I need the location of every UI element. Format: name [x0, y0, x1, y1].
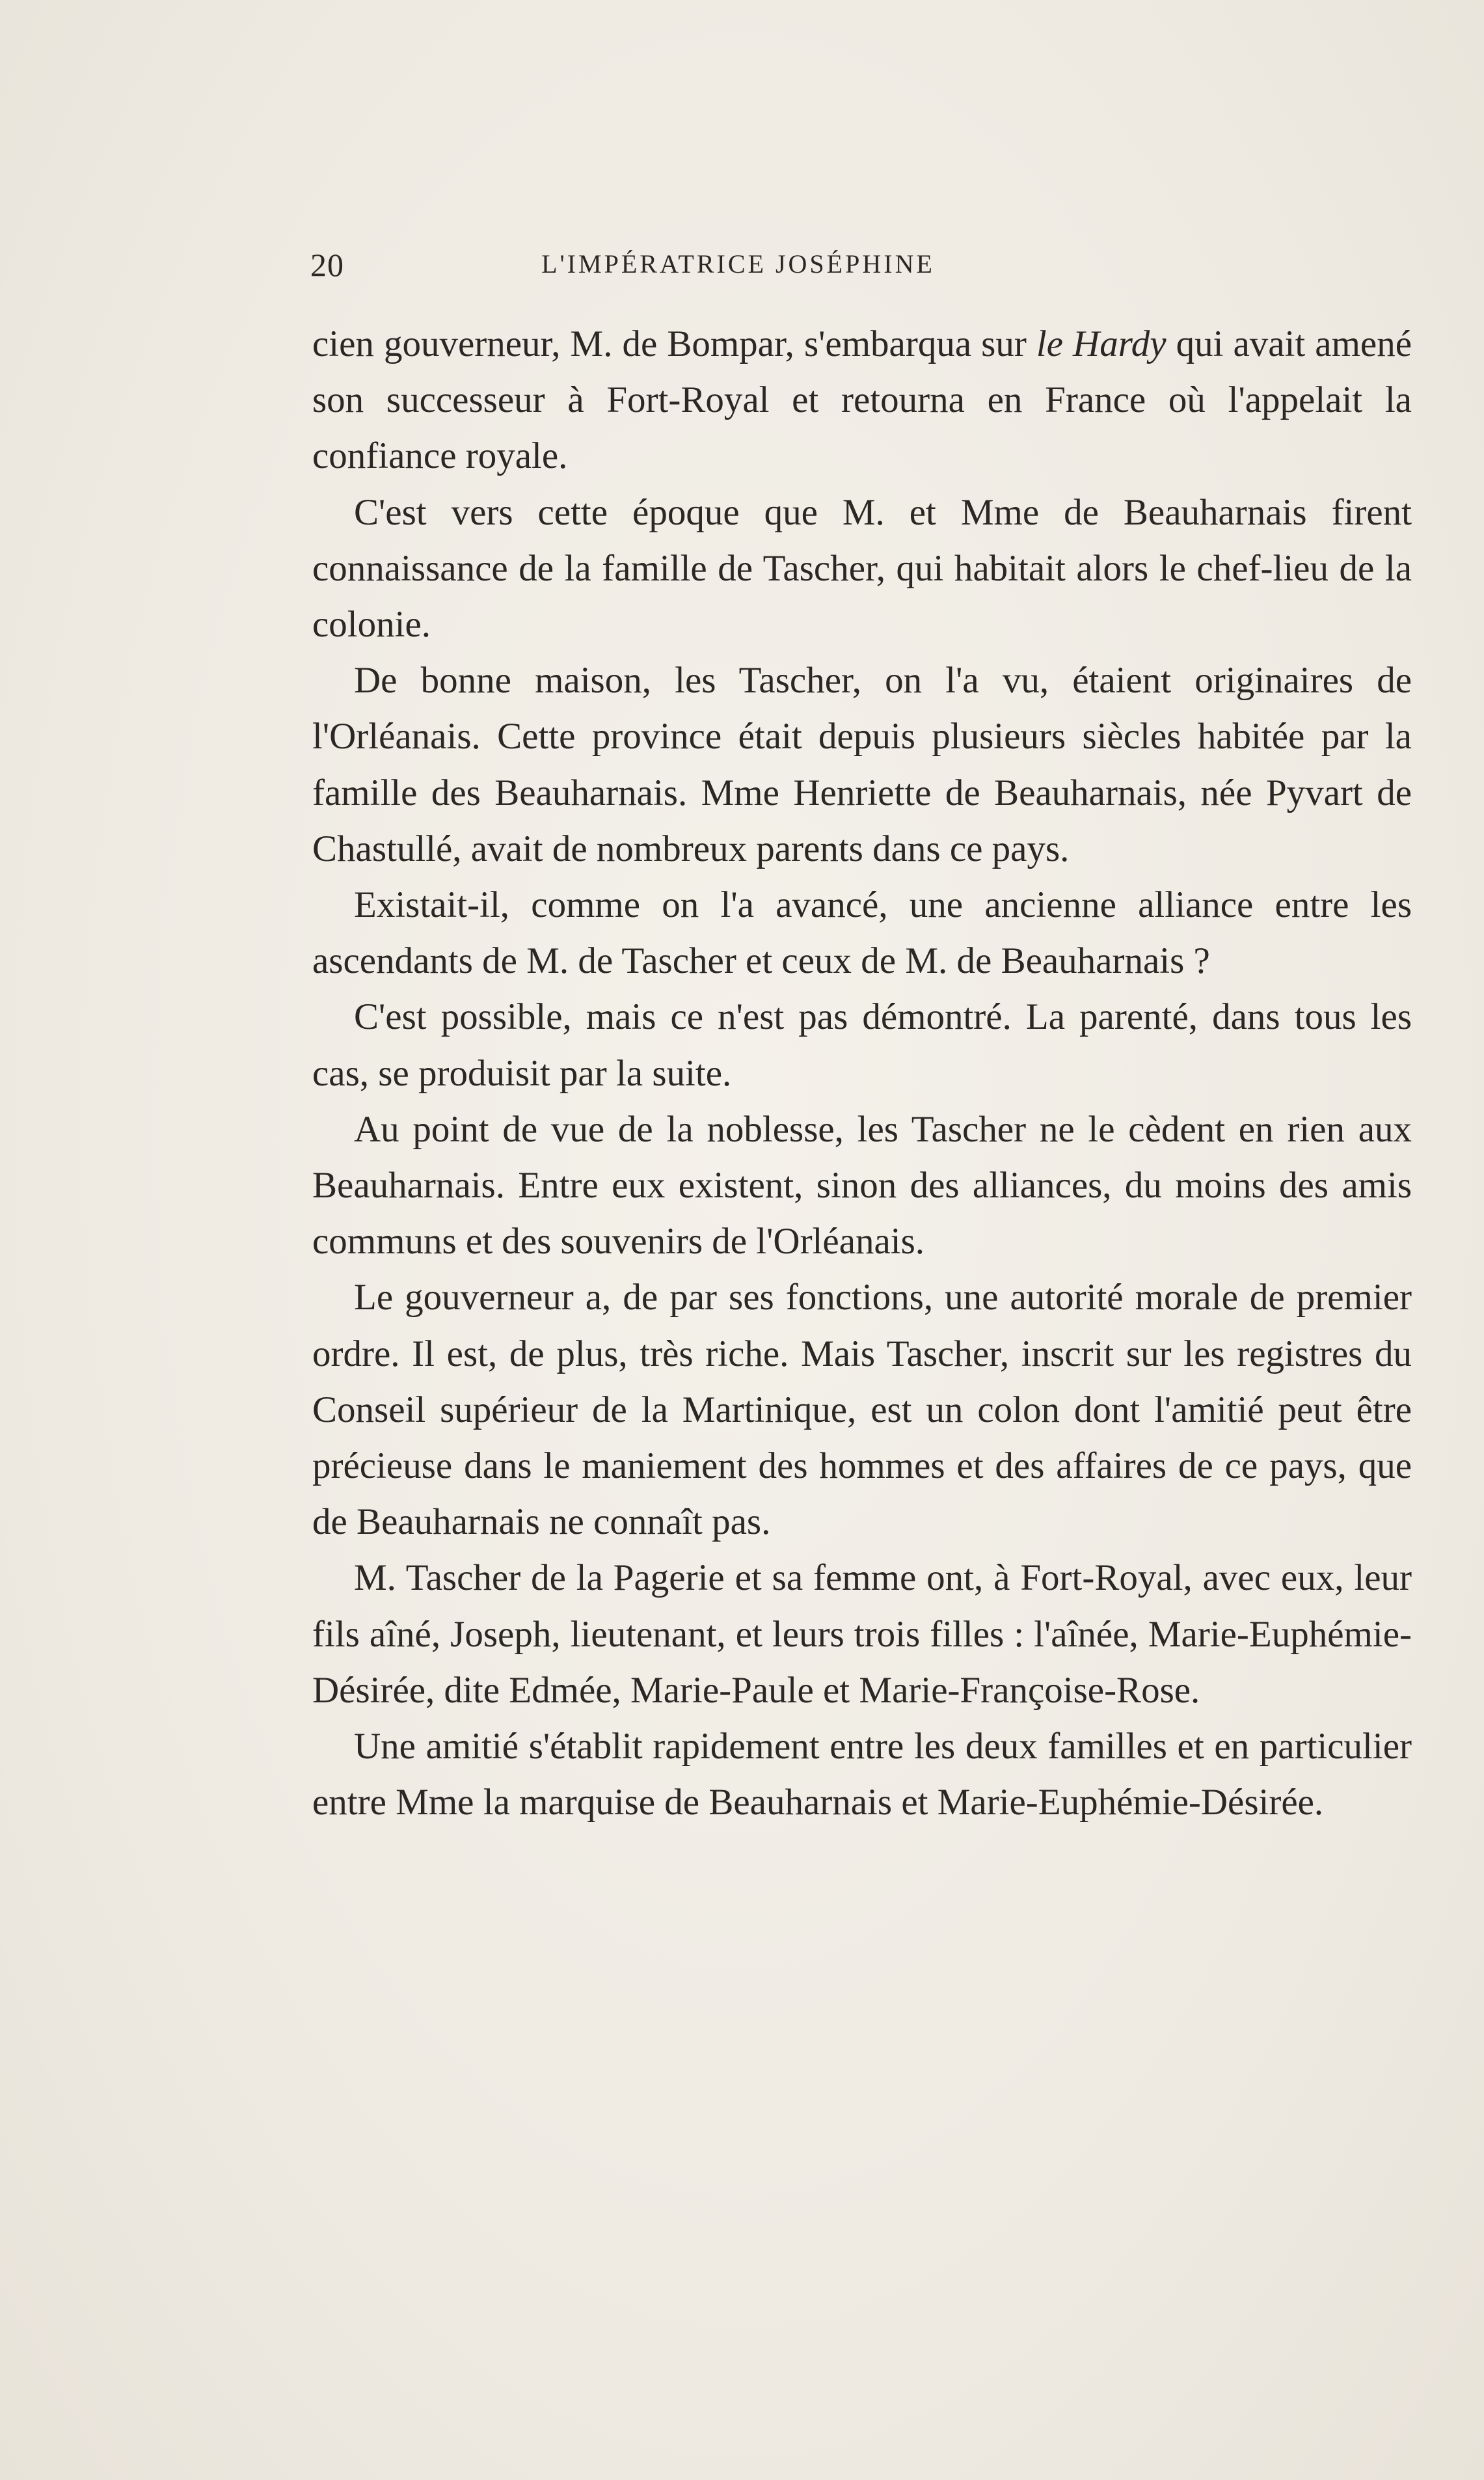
paragraph-4: Existait-il, comme on l'a avancé, une ancienne alliance entre les ascendants de M. de Tascher et ceux de M. de Beauharnais ?: [312, 884, 1412, 982]
running-head: [310, 246, 1088, 292]
paragraph-1: cien gouverneur, M. de Bompar, s'embarqua sur le Hardy qui avait amené son successeur à Fort-Royal et retourna en France où l'appelait la confiance royale.: [312, 323, 1412, 477]
ship-name: le Hardy: [1036, 323, 1167, 364]
body-text: [312, 316, 1412, 1831]
paragraph-8: M. Tascher de la Pagerie et sa femme ont, à Fort-Royal, avec eux, leur fils aîné, Joseph, lieutenant, et leurs trois filles : l'aînée, Marie-Euphémie-Désirée, dite Edmée, Marie-Paule et Marie-Françoise-Rose.: [312, 1557, 1412, 1711]
book-title: L'IMPÉRATRICE JOSÉPHINE: [541, 249, 935, 279]
paragraph-7: Le gouverneur a, de par ses fonctions, une autorité morale de premier ordre. Il est, de plus, très riche. Mais Tascher, inscrit sur les registres du Conseil supérieur de la Martinique, est un colon dont l'amitié peut être précieuse dans le maniement des hommes et des affaires de ce pays, que de Beauharnais ne connaît pas.: [312, 1277, 1412, 1543]
paragraph-9: Une amitié s'établit rapidement entre les deux familles et en particulier entre Mme la marquise de Beauharnais et Marie-Euphémie-Désirée.: [312, 1726, 1412, 1823]
page-number: 20: [310, 247, 344, 283]
paragraph-6: Au point de vue de la noblesse, les Tascher ne le cèdent en rien aux Beauharnais. Entre eux existent, sinon des alliances, du moins des amis communs et des souvenirs de l'Orléanais.: [312, 1108, 1412, 1262]
paragraph-5: C'est possible, mais ce n'est pas démontré. La parenté, dans tous les cas, se produisit par la suite.: [312, 996, 1412, 1094]
paragraph-3: De bonne maison, les Tascher, on l'a vu, étaient originaires de l'Orléanais. Cette province était depuis plusieurs siècles habitée par la famille des Beauharnais. Mme Henriette de Beauharnais, née Pyvart de Chastullé, avait de nombreux parents dans ce pays.: [312, 660, 1412, 869]
paragraph-2: C'est vers cette époque que M. et Mme de Beauharnais firent connaissance de la famille de Tascher, qui habitait alors le chef-lieu de la colonie.: [312, 491, 1412, 646]
